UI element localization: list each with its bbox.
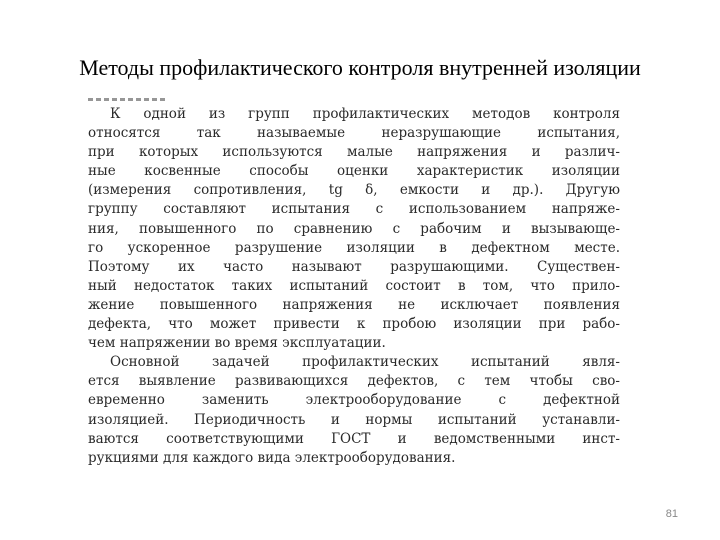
text-line: относятся так называемые неразрушающие испытания,	[88, 125, 620, 142]
text-line: ные косвенные способы оценки характеристик изоляции	[88, 163, 620, 180]
text-line: чем напряжении во время эксплуатации.	[88, 335, 386, 352]
text-line: ваются соответствующими ГОСТ и ведомственными инст-	[88, 430, 620, 447]
text-line: (измерения сопротивления, tg δ, емкости и др.). Другую	[88, 182, 620, 199]
text-line: изоляцией. Периодичность и нормы испытаний устанавли-	[88, 411, 620, 428]
text-line: Поэтому их часто называют разрушающими. Существен-	[88, 258, 620, 275]
text-line: Основной задачей профилактических испытаний явля-	[110, 354, 620, 371]
text-line: дефекта, что может привести к пробою изоляции при рабо-	[88, 316, 620, 333]
scanned-text-block	[88, 105, 620, 468]
scan-artifact	[88, 98, 166, 101]
text-line: евременно заменить электрооборудование с дефектной	[88, 392, 620, 409]
scanned-text-image	[84, 96, 640, 480]
text-line: ный недостаток таких испытаний состоит в том, что прило-	[88, 277, 620, 294]
text-line: ния, повышенного по сравнению с рабочим и вызывающе-	[88, 220, 620, 237]
text-line: рукциями для каждого вида электрооборудования.	[88, 449, 456, 466]
slide-title: Методы профилактического контроля внутренней изоляции	[79, 55, 641, 80]
text-line: жение повышенного напряжения не исключает появления	[88, 296, 620, 313]
text-line: группу составляют испытания с использованием напряже-	[88, 201, 620, 218]
text-line: го ускоренное разрушение изоляции в дефектном месте.	[88, 239, 620, 256]
text-line: при которых используются малые напряжения и различ-	[88, 144, 620, 161]
text-line: К одной из групп профилактических методов контроля	[110, 106, 620, 122]
text-line: ется выявление развивающихся дефектов, с тем чтобы сво-	[88, 373, 620, 390]
page-number: 81	[665, 508, 678, 520]
